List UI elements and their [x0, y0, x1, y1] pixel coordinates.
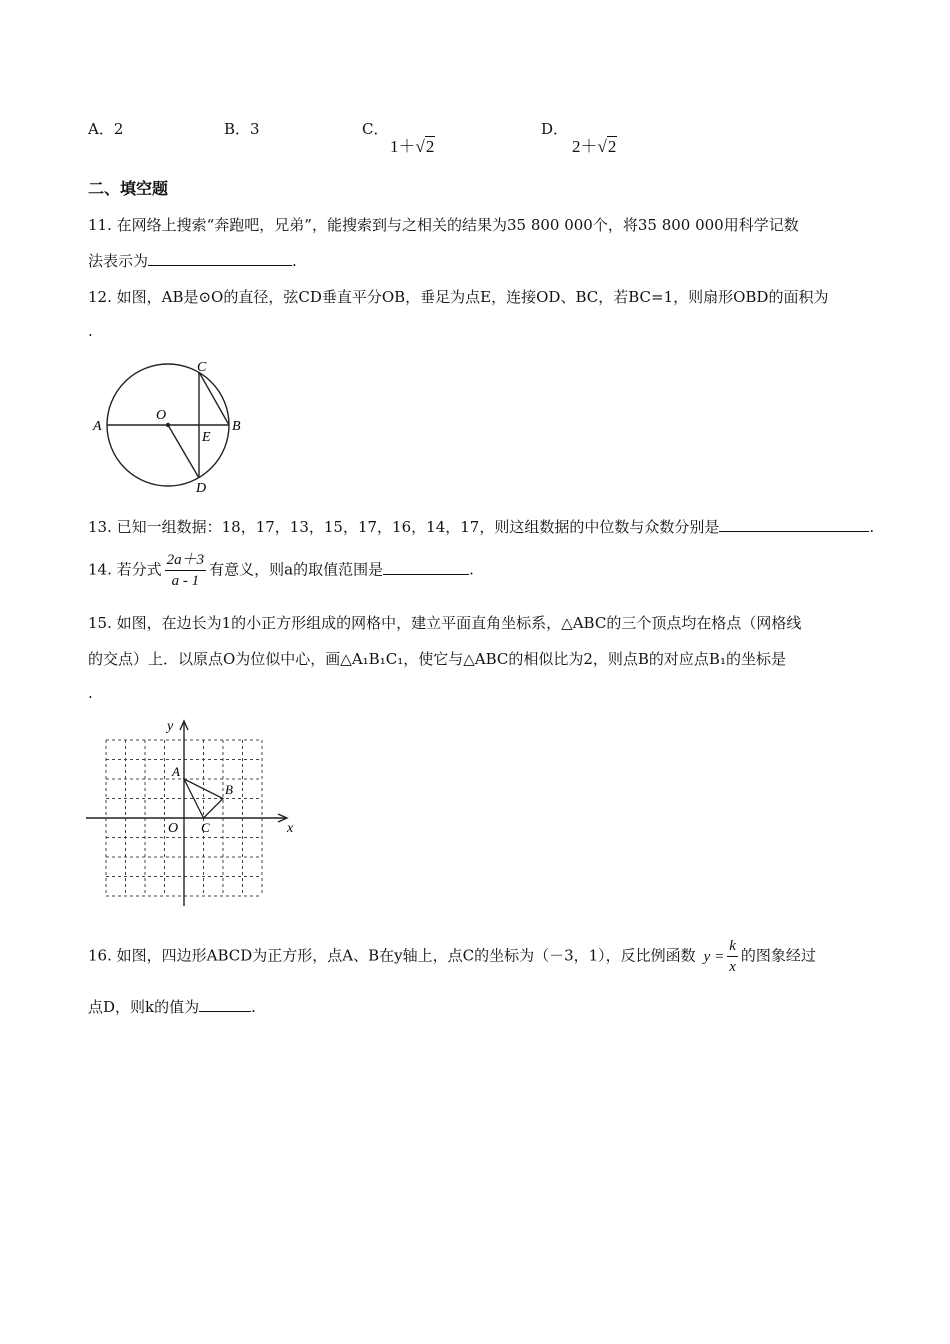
q16-line1: 16. 如图，四边形ABCD为正方形，点A、B在y轴上，点C的坐标为（－3，1），反比例函数 y = $\frac{k}{x}$ 的图象经过 [88, 938, 816, 975]
label-origin: O [168, 821, 179, 836]
label-d: D [196, 481, 207, 496]
label-c: C [201, 820, 210, 835]
q11-line1: 11. 在网络上搜索“奔跑吧，兄弟”，能搜索到与之相关的结果为35 800 000个，将35 800 000用科学记数 [88, 216, 799, 234]
label-b: B [225, 782, 233, 797]
q14-line: 14. 若分式 $\frac{2a+3}{a - 1}$ 有意义，则a的取值范围是 . [88, 552, 474, 589]
label-o: O [156, 408, 167, 423]
label-b: B [232, 419, 241, 434]
q15-line2: 的交点）上．以原点O为位似中心，画△A₁B₁C₁，使它与△ABC的相似比为2，则点B的对应点B₁的坐标是 [88, 650, 786, 668]
figure-grid [84, 716, 294, 908]
option-d-expression: 2＋√2 [572, 137, 617, 156]
q11-line2: 法表示为 . [88, 252, 297, 270]
q14-fraction: $\frac{2a+3}{a - 1}$ [166, 552, 205, 589]
center-point [166, 423, 170, 427]
q16-answer-blank[interactable] [199, 997, 251, 1012]
q14-answer-blank[interactable] [383, 560, 469, 575]
label-a: A [172, 764, 180, 779]
q16-line2: 点D，则k的值为 . [88, 998, 256, 1016]
label-c: C [197, 360, 207, 375]
q11-answer-blank[interactable] [148, 251, 292, 266]
label-a: A [93, 419, 102, 434]
q16-function-fraction: $\frac{k}{x}$ [729, 938, 736, 975]
option-b: B．3 [224, 120, 260, 138]
label-x: x [287, 821, 294, 836]
q13-answer-blank[interactable] [719, 517, 869, 532]
q13-line: 13. 已知一组数据：18，17，13，15，17，16，14，17，则这组数据的中位数与众数分别是 . [88, 518, 875, 536]
figure-circle [88, 352, 258, 497]
option-c-expression: 1＋√2 [390, 137, 435, 156]
q12-line2: . [88, 322, 93, 340]
label-e: E [202, 430, 211, 445]
segment-bc [199, 372, 229, 425]
section-heading: 二、填空题 [88, 179, 169, 198]
label-y: y [167, 719, 174, 734]
option-a: A．2 [88, 120, 124, 138]
option-d-label: D． [541, 120, 569, 138]
q12-line1: 12. 如图，AB是⊙O的直径，弦CD垂直平分OB，垂足为点E，连接OD、BC，若BC=1，则扇形OBD的面积为 [88, 288, 829, 306]
option-c-label: C． [362, 120, 389, 138]
q15-line1: 15. 如图，在边长为1的小正方形组成的网格中，建立平面直角坐标系，△ABC的三个顶点均在格点（网格线 [88, 614, 802, 632]
segment-od [168, 425, 199, 478]
q15-line3: . [88, 684, 93, 702]
